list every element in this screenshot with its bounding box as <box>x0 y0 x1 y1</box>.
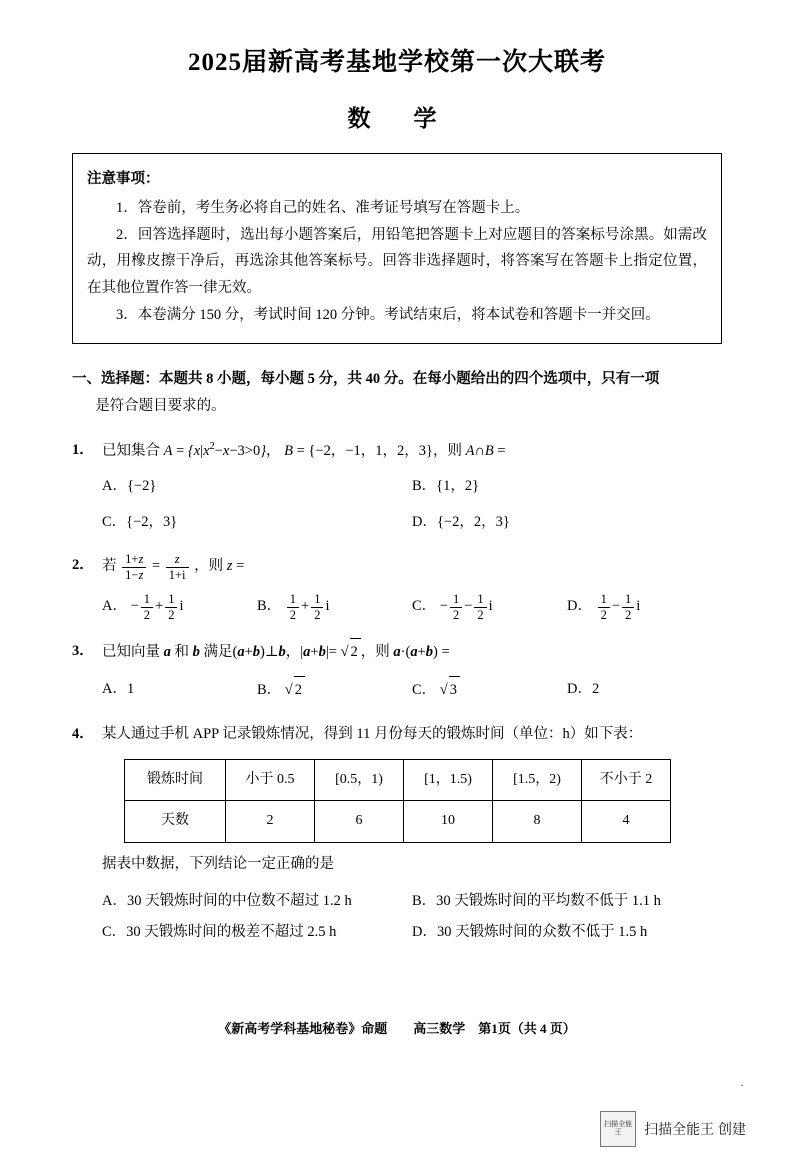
question-3-stem: 已知向量 a 和 b 满足(a+b)⊥b，|a+b|= √ 2 ，则 a·(a+b) = <box>102 638 722 667</box>
question-1-stem-post: ，则 <box>432 442 462 459</box>
scanner-logo-icon: 扫描全能王 <box>600 1111 636 1147</box>
table-cell: 2 <box>226 801 315 843</box>
question-1-option-c: C．{−2，3} <box>102 513 178 530</box>
question-3-option-d: D．2 <box>567 681 600 698</box>
question-2-option-a: A． − $\frac{1}{2}$ + $\frac{1}{2}$ i <box>102 592 184 622</box>
question-4-option-b: B．30 天锻炼时间的平均数不低于 1.1 h <box>412 893 661 910</box>
question-2-stem-post: ，则 <box>194 558 224 575</box>
notice-box <box>72 153 722 344</box>
notice-title: 注意事项： <box>87 171 160 187</box>
table-cell: 4 <box>582 801 671 843</box>
table-cell: 8 <box>493 801 582 843</box>
question-3-option-b: B． √ 2 <box>257 676 412 705</box>
question-4-option-c: C．30 天锻炼时间的极差不超过 2.5 h <box>102 923 337 940</box>
question-3-stem-pre: 已知向量 <box>102 643 160 660</box>
section-label: 一、选择题： <box>72 370 159 387</box>
question-4-options <box>102 886 722 947</box>
question-4-option-d: D．30 天锻炼时间的众数不低于 1.5 h <box>412 923 648 940</box>
exam-paper-page <box>0 42 794 1165</box>
watermark-text: 扫描全能王 创建 <box>644 1121 746 1137</box>
question-1-option-a: A．{−2} <box>102 478 157 495</box>
table-cell: [1.5，2) <box>493 759 582 801</box>
question-2-number: 2． <box>72 557 94 574</box>
page-footer: 《新高考学科基地秘卷》命题 高三数学 第1页（共 4 页） <box>218 1021 576 1036</box>
question-3-number: 3． <box>72 642 94 659</box>
question-2-stem: 若 $\frac{1+z}{1-z}$ = $\frac{z}{1+i}$ ，则 z = <box>102 552 245 582</box>
question-4-stem: 某人通过手机 APP 记录锻炼情况，得到 11 月份每天的锻炼时间（单位：h）如下表： <box>102 726 643 743</box>
question-1-options-2 <box>102 509 722 537</box>
question-4-sub: 据表中数据，下列结论一定正确的是 <box>102 855 334 872</box>
question-1-stem-pre: 已知集合 <box>102 442 160 459</box>
notice-item-2: 2．回答选择题时，选出每小题答案后，用铅笔把答题卡上对应题目的答案标号涂黑。如需改动，用橡皮擦干净后，再选涂其他答案标号。回答非选择题时，将答案写在答题卡上指定位置，在其他位置作答一律无效。 <box>87 226 707 297</box>
question-3-options <box>102 676 722 705</box>
question-2-options <box>102 592 722 622</box>
question-2-option-c: C． − $\frac{1}{2}$ − $\frac{1}{2}$ i <box>412 592 493 622</box>
question-2-option-d: D． $\frac{1}{2}$ − $\frac{1}{2}$ i <box>567 592 641 622</box>
question-1-option-b: B．{1，2} <box>412 478 480 495</box>
question-1-option-d: D．{−2，2，3} <box>412 513 510 530</box>
section-header <box>72 366 722 421</box>
scan-dot-mark: · <box>740 1078 744 1092</box>
table-cell: [1，1.5) <box>404 759 493 801</box>
table-cell: 天数 <box>125 801 226 843</box>
question-2 <box>72 552 722 622</box>
table-cell: 小于 0.5 <box>226 759 315 801</box>
question-3 <box>72 638 722 705</box>
scan-watermark <box>600 1111 746 1147</box>
table-cell: 10 <box>404 801 493 843</box>
table-cell: 不小于 2 <box>582 759 671 801</box>
exercise-time-table <box>124 759 671 843</box>
question-4-number: 4． <box>72 726 94 743</box>
section-desc: 本题共 8 小题，每小题 5 分，共 40 分。在每小题给出的四个选项中，只有一项 <box>159 370 660 387</box>
question-3-option-c: C． √ 3 <box>412 676 567 705</box>
question-1-stem: 已知集合 $A = \{x|x^2-x-3>0\}$， B = {−2，−1，1，2，3}，则 A∩B = <box>102 440 506 459</box>
page-title: 2025届新高考基地学校第一次大联考 <box>187 49 606 76</box>
question-1 <box>72 437 722 536</box>
notice-item-1: 1．答卷前，考生务必将自己的姓名、准考证号填写在答题卡上。 <box>116 199 530 216</box>
question-1-options <box>102 473 722 501</box>
table-cell: 锻炼时间 <box>125 759 226 801</box>
question-1-number: 1． <box>72 441 94 458</box>
notice-item-3: 3．本卷满分 150 分，考试时间 120 分钟。考试结束后，将本试卷和答题卡一并交回。 <box>116 307 660 324</box>
section-desc-2: 是符合题目要求的。 <box>95 398 226 415</box>
table-row <box>125 801 671 843</box>
question-4 <box>72 721 722 947</box>
table-row <box>125 759 671 801</box>
question-2-option-b: B． $\frac{1}{2}$ + $\frac{1}{2}$ i <box>257 592 330 622</box>
question-4-option-a: A．30 天锻炼时间的中位数不超过 1.2 h <box>102 893 352 910</box>
table-cell: [0.5，1) <box>315 759 404 801</box>
question-2-stem-pre: 若 <box>102 558 117 575</box>
table-cell: 6 <box>315 801 404 843</box>
subject-title: 数 学 <box>347 106 447 131</box>
question-3-option-a: A．1 <box>102 681 135 698</box>
